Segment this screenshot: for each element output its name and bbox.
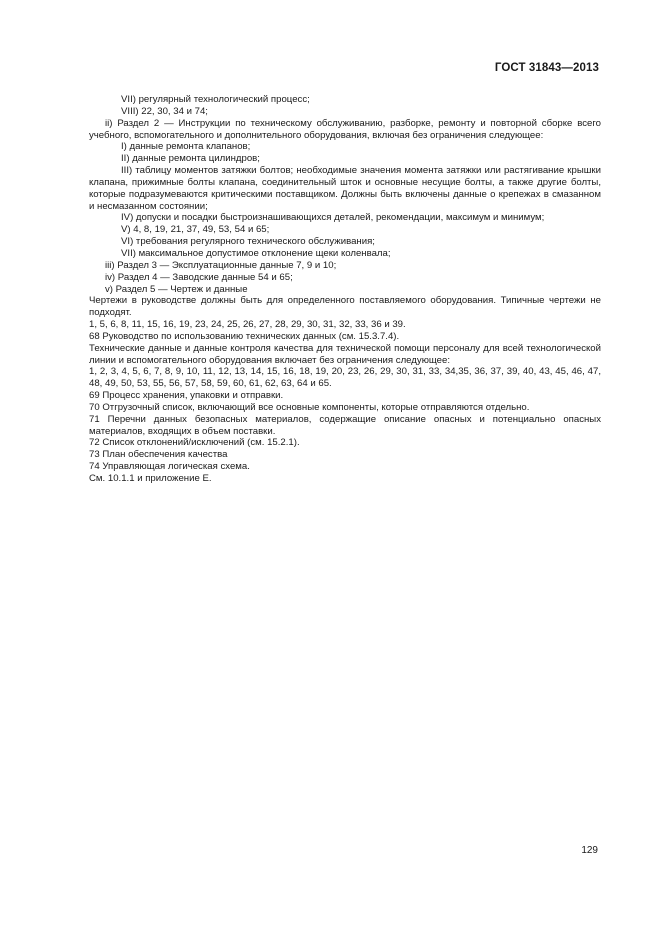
paragraph: 1, 2, 3, 4, 5, 6, 7, 8, 9, 10, 11, 12, 13, 14, 15, 16, 18, 19, 20, 23, 26, 29, 30, 31, 33, 34,35, 36, 37, 39, 40, 43, 45, 46, 47, 48, 49, 50, 53, 55, 56, 57, 58, 59, 60, 61, 62, 63, 64 и 65. [89, 366, 601, 390]
paragraph: II) данные ремонта цилиндров; [121, 153, 260, 165]
paragraph: ii) Раздел 2 — Инструкции по техническому обслуживанию, разборке, ремонту и повторной сборке всего учебного, вспомогательного и дополнительного оборудования, включая без ограничения следующее: [89, 117, 601, 141]
document-body [89, 94, 601, 485]
paragraph: iii) Раздел 3 — Эксплуатационные данные 7, 9 и 10; [105, 259, 337, 271]
paragraph: 73 План обеспечения качества [89, 449, 228, 461]
page-number: 129 [581, 845, 598, 856]
paragraph: IV) допуски и посадки быстроизнашивающихся деталей, рекомендации, максимум и минимум; [121, 212, 545, 224]
document-header-standard: ГОСТ 31843—2013 [494, 62, 599, 74]
paragraph: Технические данные и данные контроля качества для технической помощи персоналу для всей технологической линии и вспомогательного оборудования включает без ограничения следующее: [89, 342, 601, 366]
paragraph: V) 4, 8, 19, 21, 37, 49, 53, 54 и 65; [121, 224, 270, 236]
paragraph: VII) максимальное допустимое отклонение щеки коленвала; [121, 247, 391, 259]
paragraph: III) таблицу моментов затяжки болтов; необходимые значения момента затяжки или растягивание крышки клапана, прижимные болты клапана, соединительный шток и основные несущие болты, а также другие болты, которые подразумеваются критическими поставщиком. Должны быть включены данные о крепежах в смазанном и несмазанном состоянии; [89, 165, 601, 212]
paragraph: См. 10.1.1 и приложение Е. [89, 473, 212, 484]
paragraph: 68 Руководство по использованию технических данных (см. 15.3.7.4). [89, 330, 400, 342]
paragraph: VII) регулярный технологический процесс; [121, 94, 310, 105]
paragraph: VI) требования регулярного технического обслуживания; [121, 236, 375, 248]
paragraph: VIII) 22, 30, 34 и 74; [121, 105, 208, 117]
paragraph: Чертежи в руководстве должны быть для определенного поставляемого оборудования. Типичные чертежи не подходят. [89, 295, 601, 319]
paragraph: I) данные ремонта клапанов; [121, 141, 251, 153]
paragraph: 72 Список отклонений/исключений (см. 15.2.1). [89, 437, 300, 449]
paragraph: 70 Отгрузочный список, включающий все основные компоненты, которые отправляются отдельно. [89, 401, 530, 413]
paragraph: iv) Раздел 4 — Заводские данные 54 и 65; [105, 271, 293, 283]
paragraph: 1, 5, 6, 8, 11, 15, 16, 19, 23, 24, 25, 26, 27, 28, 29, 30, 31, 32, 33, 36 и 39. [89, 319, 406, 331]
paragraph: v) Раздел 5 — Чертеж и данные [105, 283, 248, 295]
paragraph: 69 Процесс хранения, упаковки и отправки. [89, 390, 284, 402]
paragraph: 71 Перечни данных безопасных материалов, содержащие описание опасных и потенциально опасных материалов, входящих в объем поставки. [89, 413, 601, 437]
paragraph: 74 Управляющая логическая схема. [89, 461, 250, 473]
